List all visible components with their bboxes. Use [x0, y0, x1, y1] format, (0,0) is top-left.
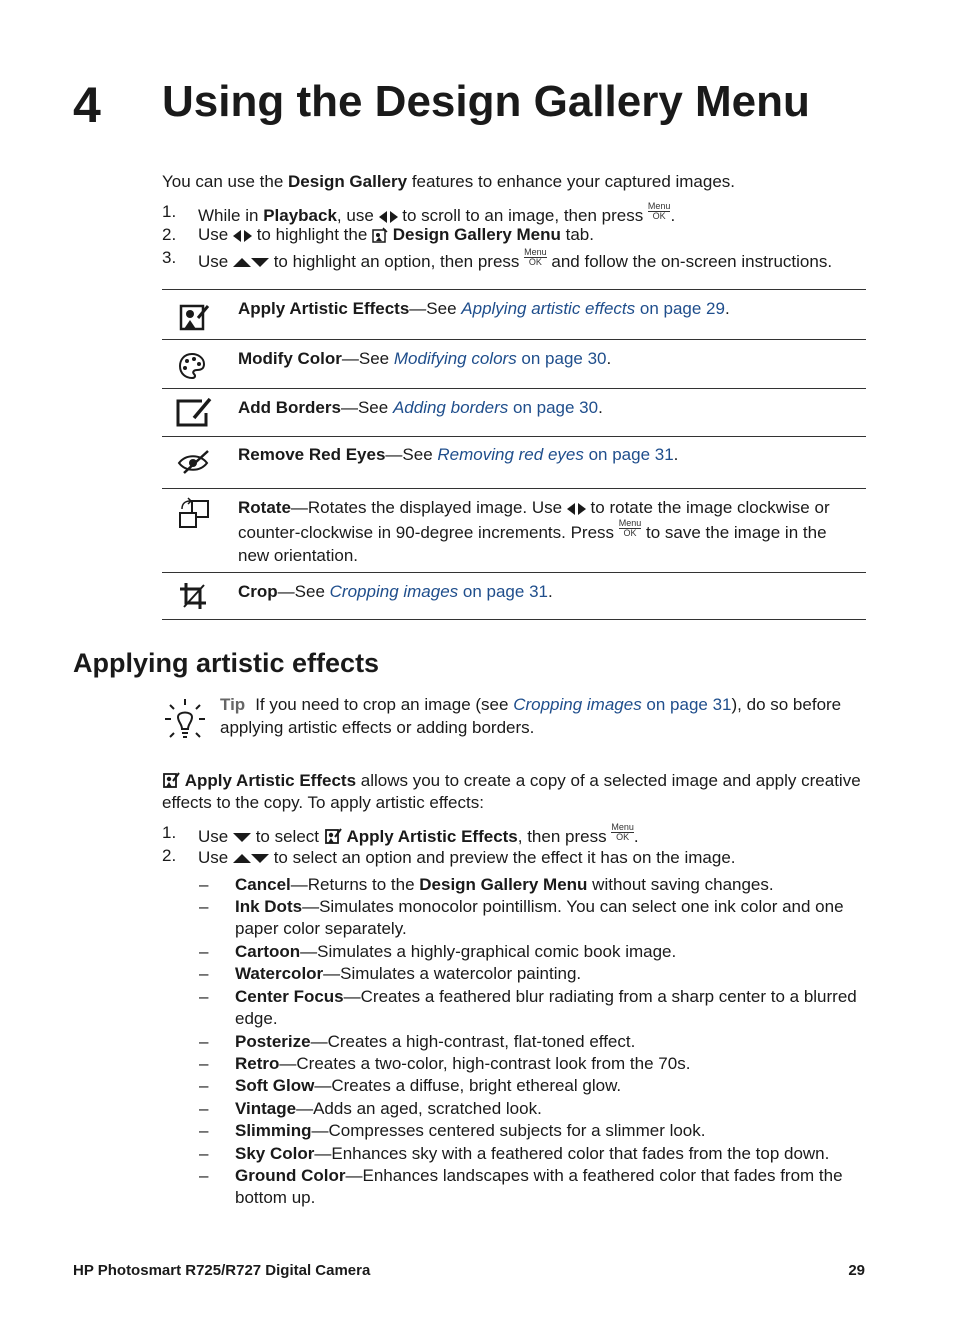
- section-paragraph: Apply Artistic Effects allows you to create a copy of a selected image and apply creative effects to the copy. To apply artistic effects:: [162, 771, 861, 812]
- bullet-dash: –: [199, 1166, 209, 1185]
- table-row: Apply Artistic Effects—See Applying artistic effects on page 29.: [238, 299, 730, 318]
- step-number: 1.: [162, 202, 177, 221]
- left-right-arrows-icon: [233, 225, 252, 244]
- list-item: Retro—Creates a two-color, high-contrast look from the 70s.: [235, 1054, 691, 1073]
- artistic-effects-icon: [324, 827, 342, 845]
- step-number: 3.: [162, 248, 177, 267]
- left-right-arrows-icon: [379, 206, 398, 225]
- table-divider: [162, 289, 866, 290]
- artistic-effects-icon: [162, 771, 180, 789]
- bullet-dash: –: [199, 942, 209, 961]
- list-item: Vintage—Adds an aged, scratched look.: [235, 1099, 542, 1118]
- artistic-effects-icon: [176, 300, 210, 332]
- bullet-dash: –: [199, 1076, 209, 1095]
- table-divider: [162, 436, 866, 437]
- chapter-title: Using the Design Gallery Menu: [162, 77, 810, 126]
- table-row: Crop—See Cropping images on page 31.: [238, 582, 553, 601]
- page-number: 29: [848, 1262, 865, 1279]
- table-divider: [162, 339, 866, 340]
- table-divider: [162, 572, 866, 573]
- step-text: While in Playback, use to scroll to an image, then press Menu OK .: [198, 201, 676, 225]
- chapter-number: 4: [73, 77, 101, 133]
- page-link[interactable]: Applying artistic effects on page 29: [461, 299, 725, 318]
- bullet-dash: –: [199, 1054, 209, 1073]
- step-number: 1.: [162, 823, 177, 842]
- list-item: Watercolor—Simulates a watercolor painting.: [235, 964, 582, 983]
- step-number: 2.: [162, 846, 177, 865]
- page-link[interactable]: Adding borders on page 30: [392, 398, 599, 417]
- step-text: Use to highlight an option, then press Menu OK and follow the on-screen instructions.: [198, 247, 833, 271]
- palette-icon: [176, 350, 208, 382]
- rotate-icon: [176, 497, 212, 531]
- border-icon: [176, 396, 214, 428]
- step-text: Use to select an option and preview the effect it has on the image.: [198, 848, 736, 867]
- design-gallery-icon: [372, 227, 388, 243]
- list-item: Ink Dots—Simulates monocolor pointillism. You can select one ink color and one paper color separately.: [235, 897, 844, 938]
- red-eye-icon: [176, 447, 212, 479]
- menu-ok-button-icon: Menu OK: [611, 822, 634, 842]
- list-item: Ground Color—Enhances landscapes with a feathered color that fades from the bottom up.: [235, 1166, 843, 1207]
- bullet-dash: –: [199, 1032, 209, 1051]
- tip-text: Tip If you need to crop an image (see Cropping images on page 31), do so before applying artistic effects or adding borders.: [220, 695, 842, 737]
- list-item: Sky Color—Enhances sky with a feathered color that fades from the top down.: [235, 1144, 830, 1163]
- section-heading: Applying artistic effects: [73, 648, 380, 678]
- list-item: Soft Glow—Creates a diffuse, bright ethereal glow.: [235, 1076, 622, 1095]
- menu-ok-button-icon: Menu OK: [647, 201, 671, 221]
- intro-paragraph: You can use the Design Gallery features to enhance your captured images.: [162, 172, 736, 191]
- footer-product-name: HP Photosmart R725/R727 Digital Camera: [73, 1262, 371, 1279]
- table-row: Rotate—Rotates the displayed image. Use to rotate the image clockwise or counter-clockwise in 90-degree increments. Press Menu OK to save the image in the new orientation.: [238, 498, 830, 565]
- up-down-arrows-icon: [233, 848, 269, 867]
- page-link[interactable]: Cropping images on page 31: [513, 695, 732, 714]
- list-item: Cartoon—Simulates a highly-graphical comic book image.: [235, 942, 677, 961]
- bullet-dash: –: [199, 987, 209, 1006]
- up-down-arrows-icon: [233, 252, 269, 271]
- menu-ok-button-icon: Menu OK: [524, 247, 547, 267]
- bullet-dash: –: [199, 1144, 209, 1163]
- bullet-dash: –: [199, 964, 209, 983]
- table-row: Modify Color—See Modifying colors on page 30.: [238, 349, 612, 368]
- lightbulb-icon: [162, 697, 208, 745]
- list-item: Center Focus—Creates a feathered blur radiating from a sharp center to a blurred edge.: [235, 987, 857, 1028]
- page-link[interactable]: Cropping images on page 31: [329, 582, 548, 601]
- down-arrow-icon: [233, 827, 251, 846]
- step-text: Use to select Apply Artistic Effects, then press Menu OK .: [198, 822, 639, 846]
- list-item: Posterize—Creates a high-contrast, flat-toned effect.: [235, 1032, 636, 1051]
- bullet-dash: –: [199, 1099, 209, 1118]
- page-link[interactable]: Modifying colors on page 30: [393, 349, 607, 368]
- crop-icon: [176, 581, 212, 613]
- bullet-dash: –: [199, 897, 209, 916]
- left-right-arrows-icon: [567, 498, 586, 517]
- list-item: Slimming—Compresses centered subjects for a slimmer look.: [235, 1121, 706, 1140]
- table-divider: [162, 619, 866, 620]
- menu-ok-button-icon: Menu OK: [618, 518, 642, 538]
- page-link[interactable]: Removing red eyes on page 31: [437, 445, 674, 464]
- step-number: 2.: [162, 225, 177, 244]
- bullet-dash: –: [199, 1121, 209, 1140]
- table-row: Add Borders—See Adding borders on page 30.: [238, 398, 603, 417]
- bullet-dash: –: [199, 875, 209, 894]
- table-divider: [162, 488, 866, 489]
- list-item: Cancel—Returns to the Design Gallery Menu without saving changes.: [235, 875, 774, 894]
- step-text: Use to highlight the Design Gallery Menu tab.: [198, 225, 594, 244]
- table-row: Remove Red Eyes—See Removing red eyes on page 31.: [238, 445, 679, 464]
- table-divider: [162, 388, 866, 389]
